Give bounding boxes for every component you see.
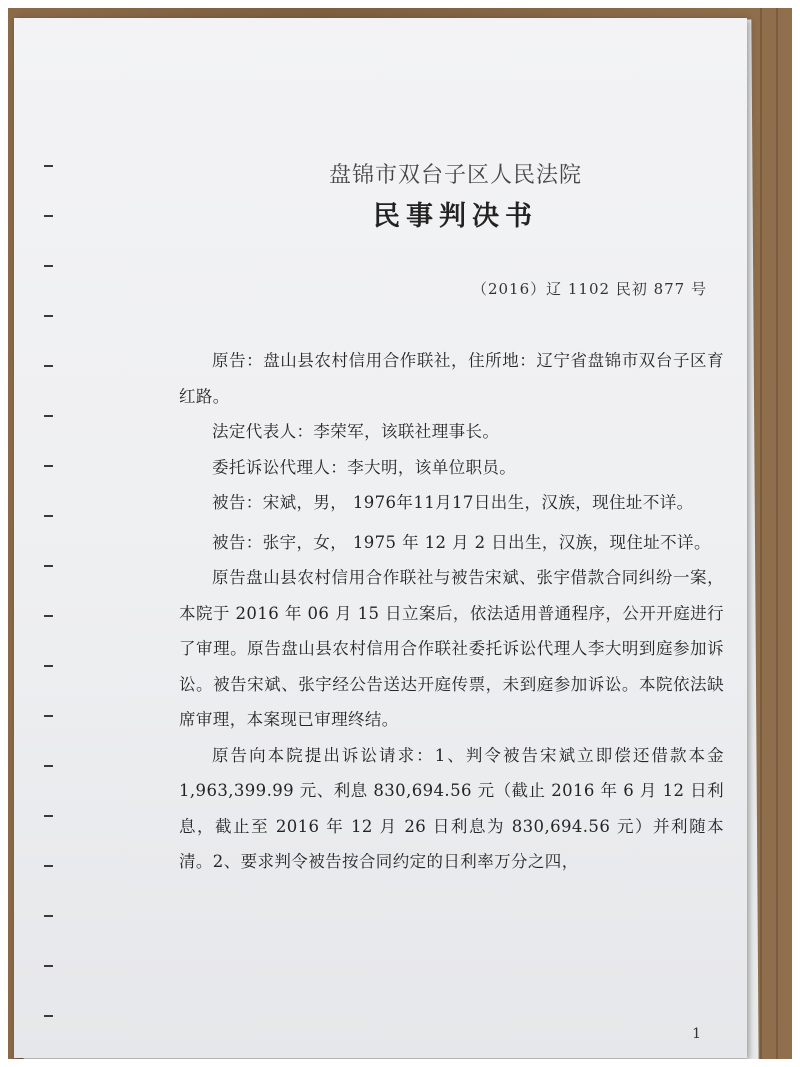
litigation-agent-paragraph: 委托诉讼代理人：李大明，该单位职员。 [212,457,517,477]
document-photo [8,8,792,1059]
plaintiff-paragraph: 原告：盘山县农村信用合作联社，住所地：辽宁省盘锦市双台子区育红路。 [179,351,724,406]
court-name: 盘锦市双台子区人民法院 [328,163,582,188]
claims-paragraph: 原告向本院提出诉讼请求：1、判令被告宋斌立即偿还借款本金 1,963,399.99 元、利息 830,694.56 元（截止 2016 年 6 月 12 日利息，截止至 2016 年 12 月 26 日利息为 830,694.56 元）并利随本清。2、要求判令被告按合同约定的日利率万分之四， [179,745,724,871]
paper-sheet [14,18,747,1058]
defendant-1-paragraph: 被告：宋斌，男， 1976年11月17日出生，汉族，现住址不详。 [212,493,694,512]
wood-grain [776,8,778,1059]
document-content [14,18,747,1058]
judgment-body [179,343,724,880]
case-summary-paragraph: 原告盘山县农村信用合作联社与被告宋斌、张宇借款合同纠纷一案，本院于 2016 年 06 月 15 日立案后，依法适用普通程序，公开开庭进行了审理。原告盘山县农村信用合作联社委托诉讼代理人李大明到庭参加诉讼。被告宋斌、张宇经公告送达开庭传票，未到庭参加诉讼。本院依法缺席审理，本案现已审理终结。 [179,568,724,729]
case-number: （2016）辽 1102 民初 877 号 [471,280,707,298]
wood-grain [760,8,762,1059]
defendant-2-paragraph: 被告：张宇，女， 1975 年 12 月 2 日出生，汉族，现住址不详。 [212,532,711,552]
legal-representative-paragraph: 法定代表人：李荣军，该联社理事长。 [212,422,500,441]
document-type-title: 民事判决书 [373,201,538,232]
page-number: 1 [692,1026,701,1042]
